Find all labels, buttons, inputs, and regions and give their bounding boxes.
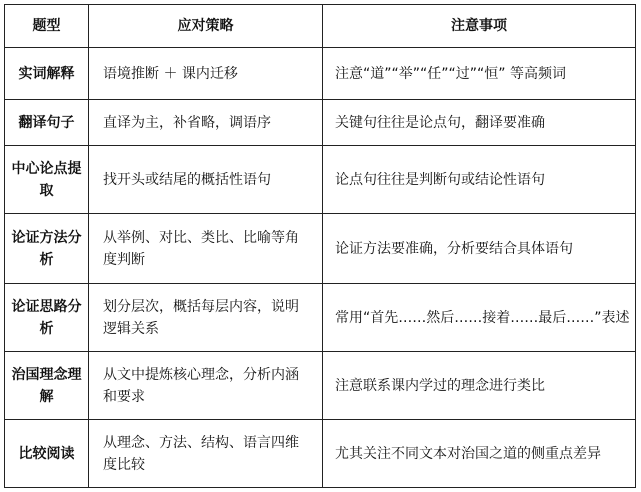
table-row: [5, 214, 636, 284]
table-row: [5, 146, 636, 214]
row-type-cell: 翻译句子: [5, 100, 89, 146]
row-note-cell: 关键句往往是论点句，翻译要准确: [323, 100, 636, 146]
row-type-cell: 实词解释: [5, 48, 89, 100]
header-note: 注意事项: [323, 5, 636, 48]
table-header-row: [5, 5, 636, 48]
row-strategy-cell: 语境推断 ＋ 课内迁移: [89, 48, 323, 100]
table-row: [5, 100, 636, 146]
row-note-cell: 注意“道”“举”“任”“过”“恒” 等高频词: [323, 48, 636, 100]
table-row: [5, 48, 636, 100]
table-row: [5, 352, 636, 420]
table-row: [5, 284, 636, 352]
row-note-cell: 尤其关注不同文本对治国之道的侧重点差异: [323, 420, 636, 488]
row-strategy-cell: 直译为主，补省略，调语序: [89, 100, 323, 146]
row-type-cell: 中心论点提取: [5, 146, 89, 214]
row-note-cell: 注意联系课内学过的理念进行类比: [323, 352, 636, 420]
header-strategy: 应对策略: [89, 5, 323, 48]
strategy-table: [4, 4, 636, 488]
row-strategy-cell: 找开头或结尾的概括性语句: [89, 146, 323, 214]
row-strategy-cell: 从理念、方法、结构、语言四维度比较: [89, 420, 323, 488]
row-note-cell: 论证方法要准确，分析要结合具体语句: [323, 214, 636, 284]
row-strategy-cell: 从举例、对比、类比、比喻等角度判断: [89, 214, 323, 284]
header-type: 题型: [5, 5, 89, 48]
table-row: [5, 420, 636, 488]
row-strategy-cell: 划分层次，概括每层内容，说明逻辑关系: [89, 284, 323, 352]
row-type-cell: 论证思路分析: [5, 284, 89, 352]
row-strategy-cell: 从文中提炼核心理念，分析内涵和要求: [89, 352, 323, 420]
row-note-cell: 常用“首先……然后……接着……最后……”表述: [323, 284, 636, 352]
row-type-cell: 比较阅读: [5, 420, 89, 488]
row-note-cell: 论点句往往是判断句或结论性语句: [323, 146, 636, 214]
strategy-table-container: [4, 4, 635, 484]
row-type-cell: 论证方法分析: [5, 214, 89, 284]
row-type-cell: 治国理念理解: [5, 352, 89, 420]
